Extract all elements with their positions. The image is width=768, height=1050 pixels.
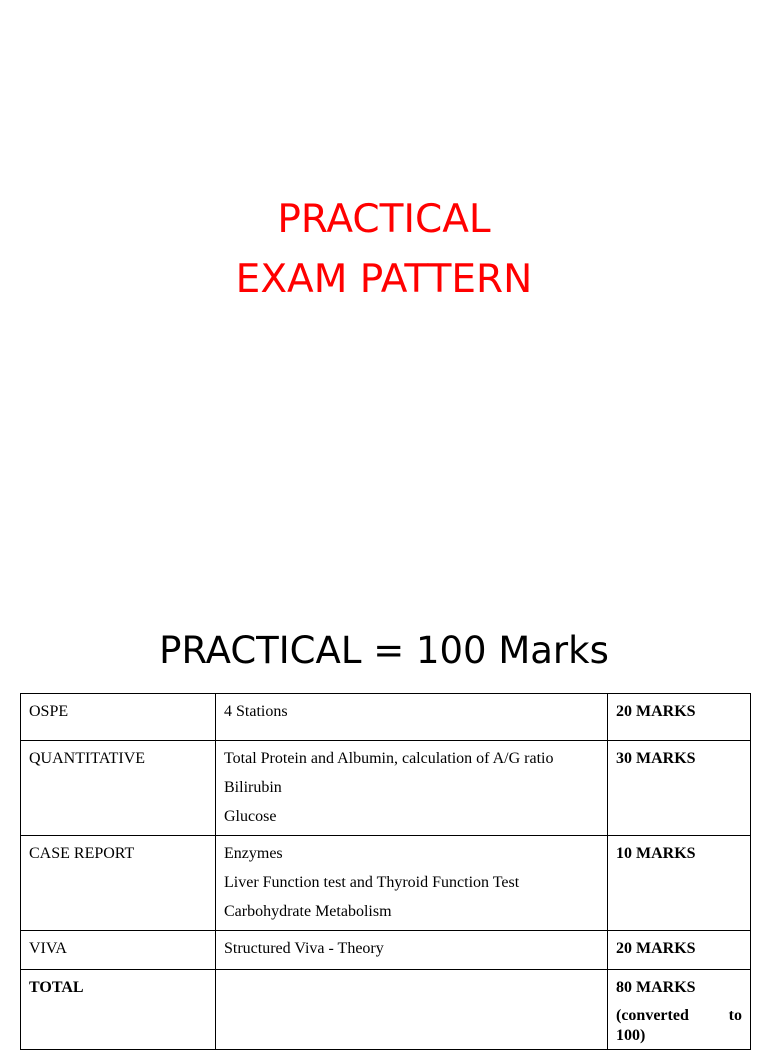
- slide-title-line-1: PRACTICAL: [277, 197, 491, 242]
- details-cell: [216, 836, 608, 931]
- marks-cell: [608, 741, 751, 836]
- marks-value: 10 MARKS: [616, 845, 696, 862]
- slide-title-line-2: EXAM PATTERN: [235, 257, 533, 302]
- marks-cell: [608, 836, 751, 931]
- table-row: [21, 836, 751, 931]
- detail-item: Carbohydrate Metabolism: [224, 903, 392, 920]
- detail-item: Glucose: [224, 808, 277, 825]
- component-cell: [21, 694, 216, 741]
- detail-item: 4 Stations: [224, 703, 288, 720]
- detail-item: Bilirubin: [224, 779, 282, 796]
- component-name: QUANTITATIVE: [29, 750, 146, 767]
- component-cell: [21, 836, 216, 931]
- details-cell: [216, 741, 608, 836]
- component-name: CASE REPORT: [29, 845, 135, 862]
- detail-item: Liver Function test and Thyroid Function Test: [224, 874, 520, 891]
- detail-item: Enzymes: [224, 845, 283, 862]
- detail-item: Total Protein and Albumin, calculation of A/G ratio: [224, 750, 554, 767]
- table-row: [21, 694, 751, 741]
- conversion-note-line-2: 100): [616, 1027, 646, 1044]
- detail-item: Structured Viva - Theory: [224, 940, 384, 957]
- details-cell: [216, 694, 608, 741]
- marks-value: 20 MARKS: [616, 703, 696, 720]
- total-marks-cell: [608, 970, 751, 1050]
- marks-slide: [0, 580, 768, 1044]
- marks-value: 30 MARKS: [616, 750, 696, 767]
- marks-table: [20, 693, 751, 1050]
- conversion-note-line-1: (converted to: [616, 1007, 742, 1024]
- component-cell: [21, 931, 216, 970]
- component-name: OSPE: [29, 703, 69, 720]
- component-name: VIVA: [29, 940, 67, 957]
- total-marks: 80 MARKS: [616, 979, 696, 996]
- total-label-cell: [21, 970, 216, 1050]
- total-details-cell: [216, 970, 608, 1050]
- table-row: [21, 741, 751, 836]
- details-cell: [216, 931, 608, 970]
- component-cell: [21, 741, 216, 836]
- table-row: [21, 931, 751, 970]
- marks-slide-title: PRACTICAL = 100 Marks: [159, 629, 609, 672]
- slide-title: [0, 190, 768, 310]
- marks-value: 20 MARKS: [616, 940, 696, 957]
- marks-cell: [608, 931, 751, 970]
- marks-cell: [608, 694, 751, 741]
- total-row: [21, 970, 751, 1050]
- total-label: TOTAL: [29, 979, 84, 996]
